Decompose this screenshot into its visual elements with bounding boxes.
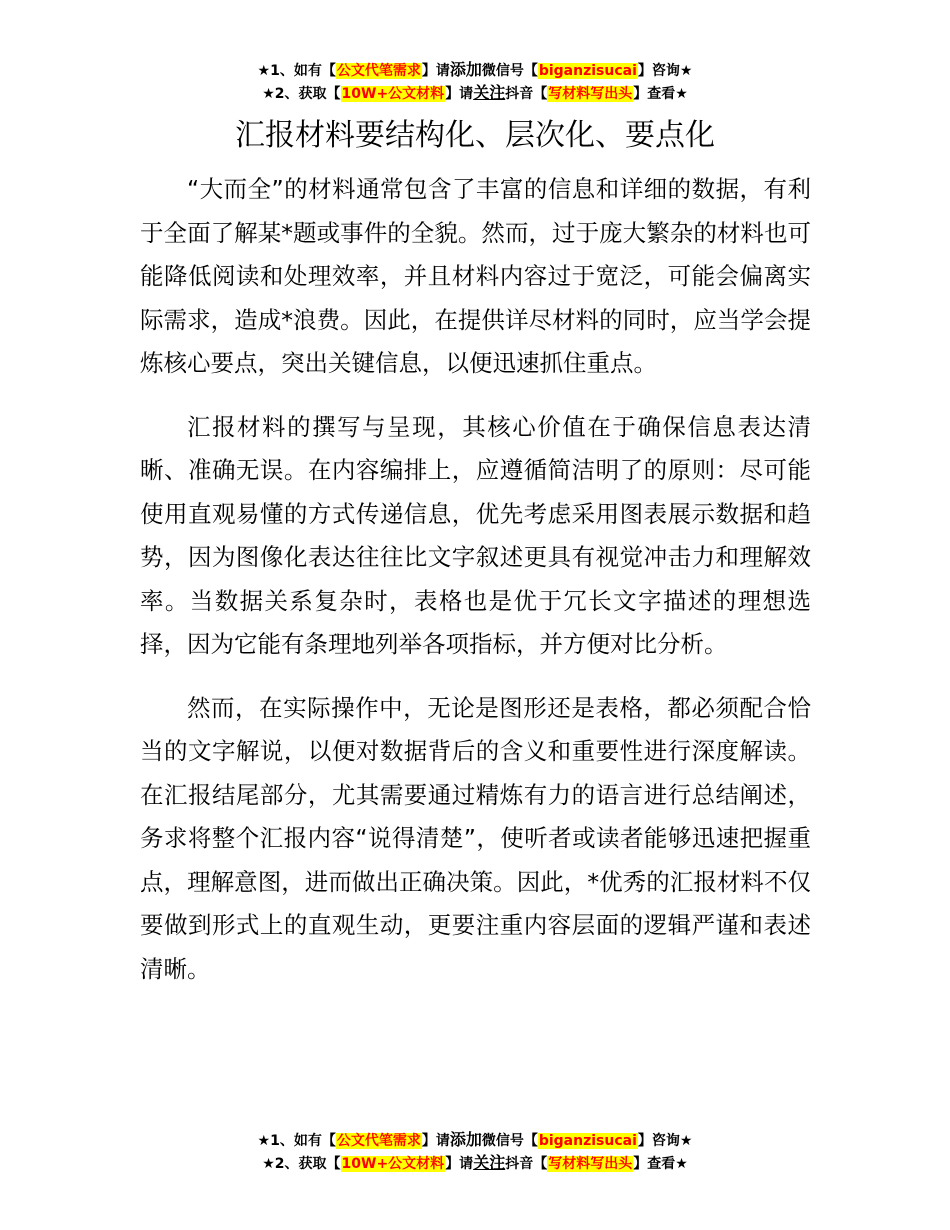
- highlight-wechat-id: biganzisucai: [538, 1133, 637, 1149]
- document-title: 汇报材料要结构化、层次化、要点化: [235, 118, 715, 153]
- banner-text: 】查看★: [633, 1156, 688, 1172]
- highlight-materials: 10W+公文材料: [341, 86, 445, 102]
- highlight-wechat-id: biganzisucai: [538, 63, 637, 79]
- banner-text: 微信号【: [481, 63, 538, 79]
- banner-text: 微信号【: [481, 1133, 538, 1149]
- banner-text: ★1、如有【: [257, 1133, 336, 1149]
- highlight-service: 公文代笔需求: [336, 1133, 421, 1149]
- banner-text: 】咨询★: [637, 1133, 693, 1149]
- banner-text: 】请: [445, 86, 474, 102]
- highlight-douyin-id: 写材料写出头: [548, 86, 633, 102]
- banner-text: 抖音【: [505, 86, 548, 102]
- banner-emphasis: 添加: [449, 1130, 482, 1149]
- footer-banner: [0, 1129, 950, 1175]
- banner-text: 】请: [421, 63, 450, 79]
- banner-text: ★2、获取【: [262, 1156, 341, 1172]
- banner-text: 】咨询★: [637, 63, 693, 79]
- banner-emphasis: 关注: [473, 83, 506, 102]
- highlight-materials: 10W+公文材料: [341, 1156, 445, 1172]
- paragraph-2: 汇报材料的撰写与呈现，其核心价值在于确保信息表达清晰、准确无误。在内容编排上，应遵循简洁明了的原则：尽可能使用直观易懂的方式传递信息，优先考虑采用图表展示数据和趋势，因为图像化表达往往比文字叙述更具有视觉冲击力和理解效率。当数据关系复杂时，表格也是优于冗长文字描述的理想选择，因为它能有条理地列举各项指标，并方便对比分析。: [140, 412, 811, 658]
- banner-line-1: [0, 59, 950, 82]
- header-banner: [0, 59, 950, 105]
- highlight-service: 公文代笔需求: [336, 63, 421, 79]
- banner-text: 抖音【: [505, 1156, 548, 1172]
- banner-emphasis: 添加: [449, 60, 482, 79]
- highlight-douyin-id: 写材料写出头: [548, 1156, 633, 1172]
- paragraph-1: “大而全”的材料通常包含了丰富的信息和详细的数据，有利于全面了解某*题或事件的全貌。然而，过于庞大繁杂的材料也可能降低阅读和处理效率，并且材料内容过于宽泛，可能会偏离实际需求，造成*浪费。因此，在提供详尽材料的同时，应当学会提炼核心要点，突出关键信息，以便迅速抓住重点。: [140, 175, 811, 377]
- banner-text: ★1、如有【: [257, 63, 336, 79]
- banner-line-2: [0, 1152, 950, 1175]
- banner-line-1: [0, 1129, 950, 1152]
- banner-line-2: [0, 82, 950, 105]
- banner-text: 】查看★: [633, 86, 688, 102]
- banner-text: 】请: [421, 1133, 450, 1149]
- banner-text: 】请: [445, 1156, 474, 1172]
- banner-emphasis: 关注: [473, 1153, 506, 1172]
- paragraph-3: 然而，在实际操作中，无论是图形还是表格，都必须配合恰当的文字解说，以便对数据背后的含义和重要性进行深度解读。在汇报结尾部分，尤其需要通过精炼有力的语言进行总结阐述，务求将整个汇报内容“说得清楚”，使听者或读者能够迅速把握重点，理解意图，进而做出正确决策。因此，*优秀的汇报材料不仅要做到形式上的直观生动，更要注重内容层面的逻辑严谨和表述清晰。: [140, 693, 811, 983]
- banner-text: ★2、获取【: [262, 86, 341, 102]
- document-body: [140, 168, 811, 1011]
